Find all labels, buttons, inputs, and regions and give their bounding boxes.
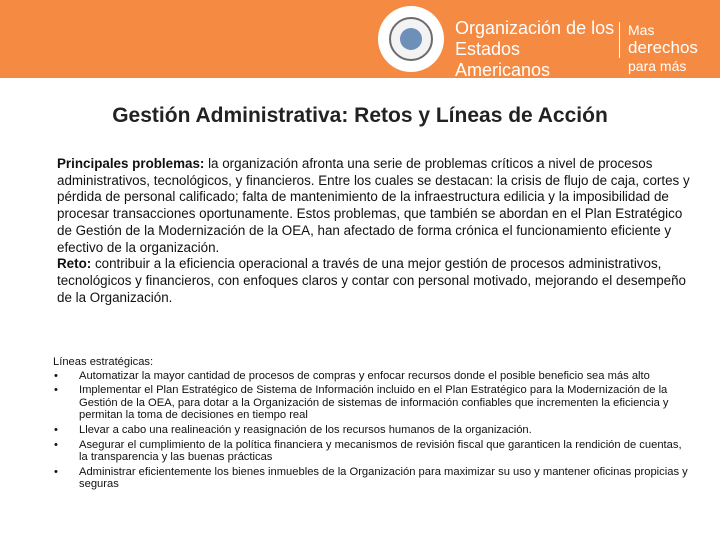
slogan-line2-a: para más bbox=[628, 58, 687, 74]
problems-paragraph bbox=[57, 156, 697, 256]
list-item-text: Administrar eficientemente los bienes inmuebles de la Organización para maximizar su uso y mantener oficinas propicias y seguras bbox=[79, 465, 688, 491]
list-item bbox=[53, 424, 693, 437]
list-item-text: Llevar a cabo una realineación y reasignación de los recursos humanos de la organización. bbox=[79, 423, 532, 436]
strategic-lines bbox=[53, 356, 693, 493]
reto-label: Reto: bbox=[57, 256, 92, 272]
bullet: • bbox=[54, 438, 58, 451]
reto-paragraph bbox=[57, 256, 697, 306]
list-item bbox=[53, 384, 693, 422]
slogan bbox=[628, 21, 718, 93]
org-name-line1: Organización de los bbox=[455, 18, 615, 38]
org-name bbox=[455, 18, 615, 81]
problems-text: la organización afronta una serie de problemas críticos a nivel de procesos administrativos, tecnológicos, y financieros. Entre los cuales se destacan: la crisis de flujo de caja, cortes y pérdida de personal calificado; falta de mantenimiento de la infraestructura edilicia y la imposibilidad de procesar transacciones oportunamente. Estos problemas, que también se abordan en el Plan Estratégico de Gestión de la Modernización de la OEA, han afectado de forma crónica el funcionamiento eficiente y efectivo de la organización. bbox=[57, 156, 690, 255]
bullet: • bbox=[54, 423, 58, 436]
list-item-text: Asegurar el cumplimiento de la política financiera y mecanismos de revisión fiscal que garanticen la rendición de cuentas, la transparencia y las buenas prácticas bbox=[79, 438, 682, 464]
seal-ring bbox=[389, 17, 433, 61]
org-name-line2: Estados Americanos bbox=[455, 39, 551, 80]
strategic-lines-list bbox=[53, 370, 693, 491]
slogan-line1-a: Mas bbox=[628, 22, 655, 38]
list-item bbox=[53, 370, 693, 383]
bullet: • bbox=[54, 384, 58, 397]
oas-seal-icon bbox=[378, 6, 444, 72]
strategic-lines-heading: Líneas estratégicas: bbox=[53, 356, 154, 368]
list-item-text: Automatizar la mayor cantidad de procesos de compras y enfocar recursos donde el posible beneficio sea más alto bbox=[79, 369, 650, 382]
seal-globe bbox=[400, 28, 422, 50]
problems-label: Principales problemas: bbox=[57, 156, 205, 171]
page-title: Gestión Administrativa: Retos y Líneas de Acción bbox=[112, 104, 608, 127]
slogan-line2-b: gente bbox=[628, 74, 671, 93]
header-divider bbox=[619, 22, 620, 58]
list-item bbox=[53, 466, 693, 491]
reto-text: contribuir a la eficiencia operacional a través de una mejor gestión de procesos administrativos, tecnológicos y financieros, con enfoques claros y contar con personal motivado, mejorando el desempeño de la Organización. bbox=[57, 256, 686, 305]
bullet: • bbox=[54, 465, 58, 478]
bullet: • bbox=[54, 369, 58, 382]
slogan-line1-b: derechos bbox=[628, 38, 698, 57]
list-item bbox=[53, 439, 693, 464]
list-item-text: Implementar el Plan Estratégico de Sistema de Información incluido en el Plan Estratégico para la Modernización de la Gestión de la OEA, para dotar a la Organización de sistemas de información confiables que incrementen la eficiencia y permitan la toma de decisiones en tiempo real bbox=[79, 384, 669, 422]
header-bar bbox=[0, 0, 720, 93]
main-text bbox=[57, 156, 697, 306]
